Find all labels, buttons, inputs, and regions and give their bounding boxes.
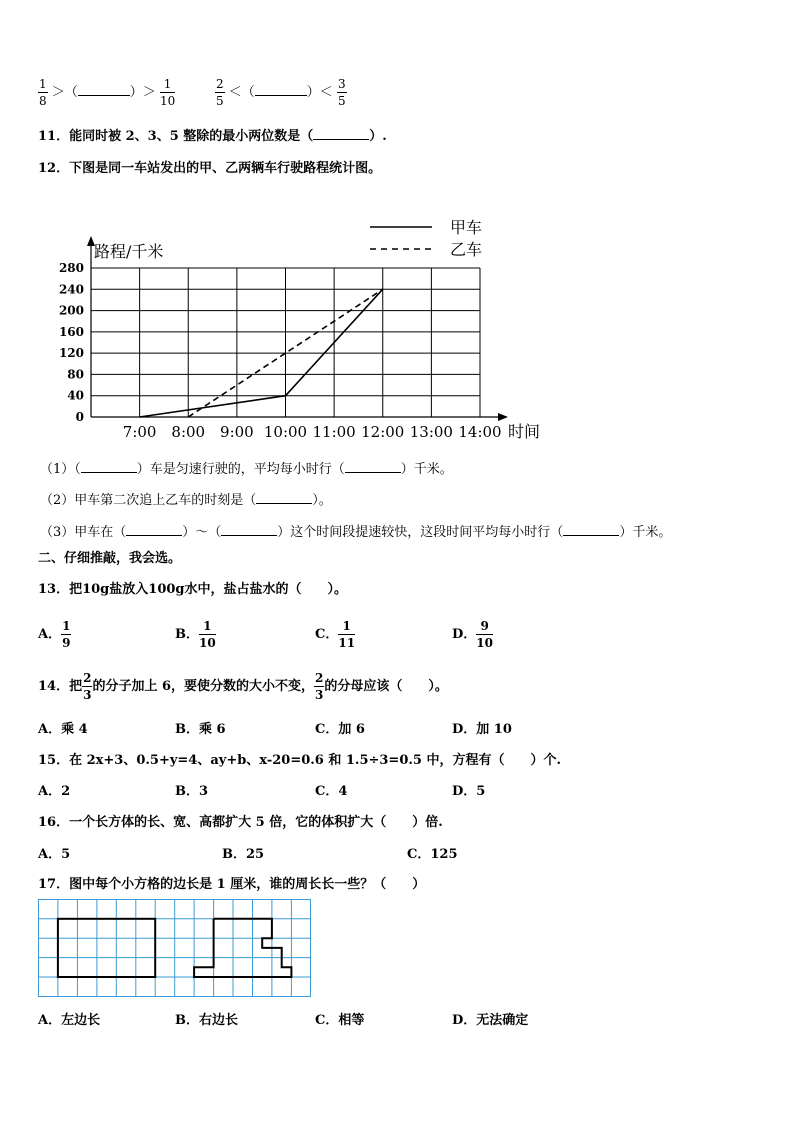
x-tick-label: 12:00 <box>361 423 405 441</box>
fraction: $\frac{1}{10}$ <box>199 619 216 650</box>
answer-blank[interactable] <box>345 462 401 473</box>
q14-option-b[interactable]: B．乘 6 <box>175 722 226 737</box>
q17-option-b[interactable]: B．右边长 <box>175 1013 238 1028</box>
q13-option-a[interactable]: A． $\frac{1}{9}$ <box>38 619 71 650</box>
answer-blank[interactable] <box>255 85 307 96</box>
x-tick-label: 7:00 <box>122 423 157 441</box>
fraction: $\frac{1}{11}$ <box>338 619 356 650</box>
x-tick-label: 10:00 <box>263 423 308 441</box>
x-tick-label: 9:00 <box>220 423 254 441</box>
answer-blank[interactable] <box>313 129 369 140</box>
question-14: 14．把 $\frac{2}{3}$ 的分子加上 6，要使分数的大小不变， $\frac{2}{3}$ 的分母应该（ ）。 <box>38 671 448 702</box>
y-tick-label: 80 <box>67 367 84 382</box>
y-tick-label: 160 <box>58 324 84 339</box>
x-tick-label: 14:00 <box>458 423 502 441</box>
q15-option-d[interactable]: D．5 <box>452 784 486 799</box>
fraction: $\frac{3}{5}$ <box>337 77 346 108</box>
q15-option-a[interactable]: A．2 <box>38 784 71 799</box>
y-tick-label: 240 <box>58 282 84 297</box>
y-tick-label: 280 <box>58 261 84 275</box>
fraction: $\frac{9}{10}$ <box>476 619 493 650</box>
y-tick-label: 40 <box>67 388 84 403</box>
q16-option-a[interactable]: A．5 <box>38 847 71 862</box>
question-13: 13．把10g盐放入100g水中，盐占盐水的（ ）。 <box>38 582 347 597</box>
question-12-part-1: （1）（ ）车是匀速行驶的，平均每小时行（ ）千米。 <box>40 462 453 477</box>
q13-option-b[interactable]: B． $\frac{1}{10}$ <box>175 619 216 650</box>
q16-option-c[interactable]: C．125 <box>407 847 458 862</box>
q16-option-b[interactable]: B．25 <box>222 847 265 862</box>
section-2-heading: 二、仔细推敲，我会选。 <box>38 551 182 566</box>
y-axis-label: 路程/千米 <box>94 242 164 261</box>
perimeter-grid-figure <box>38 899 312 999</box>
right-irregular-shape <box>194 919 291 977</box>
fraction: $\frac{2}{5}$ <box>216 77 224 108</box>
q13-option-c[interactable]: C． $\frac{1}{11}$ <box>315 619 356 650</box>
question-15: 15．在 2x+3、0.5+y=4、ay+b、x-20=0.6 和 1.5÷3=0.5 中，方程有（ ）个. <box>38 753 561 768</box>
question-16: 16．一个长方体的长、宽、高都扩大 5 倍，它的体积扩大（ ）倍. <box>38 815 443 830</box>
question-12: 12．下图是同一车站发出的甲、乙两辆车行驶路程统计图。 <box>38 161 382 176</box>
distance-time-chart <box>0 200 794 450</box>
x-axis-label: 时间 <box>508 422 541 441</box>
answer-blank[interactable] <box>81 462 137 473</box>
y-tick-label: 120 <box>58 346 84 361</box>
fraction-compare-left: $\frac{1}{8}$ ＞（ ）＞ $\frac{1}{10}$ <box>39 77 176 108</box>
y-tick-label: 200 <box>58 303 84 318</box>
q15-option-c[interactable]: C．4 <box>315 784 348 799</box>
question-11: 11．能同时被 2、3、5 整除的最小两位数是（ ）. <box>38 129 387 144</box>
answer-blank[interactable] <box>221 525 277 536</box>
answer-blank[interactable] <box>126 525 182 536</box>
legend-label: 乙车 <box>450 240 483 259</box>
x-tick-label: 11:00 <box>312 423 356 441</box>
question-12-part-3: （3）甲车在（ ）～（ ）这个时间段提速较快，这段时间平均每小时行（ ）千米。 <box>40 525 672 540</box>
x-axis-arrow <box>498 413 508 421</box>
q15-option-b[interactable]: B．3 <box>175 784 209 799</box>
answer-blank[interactable] <box>563 525 619 536</box>
fraction: $\frac{2}{3}$ <box>83 671 92 702</box>
question-17: 17．图中每个小方格的边长是 1 厘米，谁的周长长一些？（ ） <box>38 877 426 892</box>
left-rectangle-shape <box>58 919 155 977</box>
answer-blank[interactable] <box>256 493 312 504</box>
fraction: $\frac{1}{10}$ <box>159 77 176 108</box>
x-tick-label: 8:00 <box>171 423 206 441</box>
q13-option-d[interactable]: D． $\frac{9}{10}$ <box>452 619 493 650</box>
q17-option-a[interactable]: A．左边长 <box>38 1013 101 1028</box>
fraction: $\frac{1}{8}$ <box>39 77 47 108</box>
x-tick-label: 13:00 <box>409 423 453 441</box>
y-tick-label: 0 <box>75 410 84 424</box>
q14-option-d[interactable]: D．加 10 <box>452 722 512 737</box>
answer-blank[interactable] <box>78 85 130 96</box>
fraction: $\frac{2}{3}$ <box>315 671 324 702</box>
q17-option-d[interactable]: D．无法确定 <box>452 1013 529 1028</box>
q17-option-c[interactable]: C．相等 <box>315 1013 365 1028</box>
legend-label: 甲车 <box>450 218 483 237</box>
q14-option-a[interactable]: A．乘 4 <box>38 722 88 737</box>
fraction: $\frac{1}{9}$ <box>62 619 71 650</box>
q14-option-c[interactable]: C．加 6 <box>315 722 365 737</box>
fraction-compare-right: $\frac{2}{5}$ ＜（ ）＜ $\frac{3}{5}$ <box>216 77 346 108</box>
question-12-part-2: （2）甲车第二次追上乙车的时刻是（ ）。 <box>40 493 332 508</box>
